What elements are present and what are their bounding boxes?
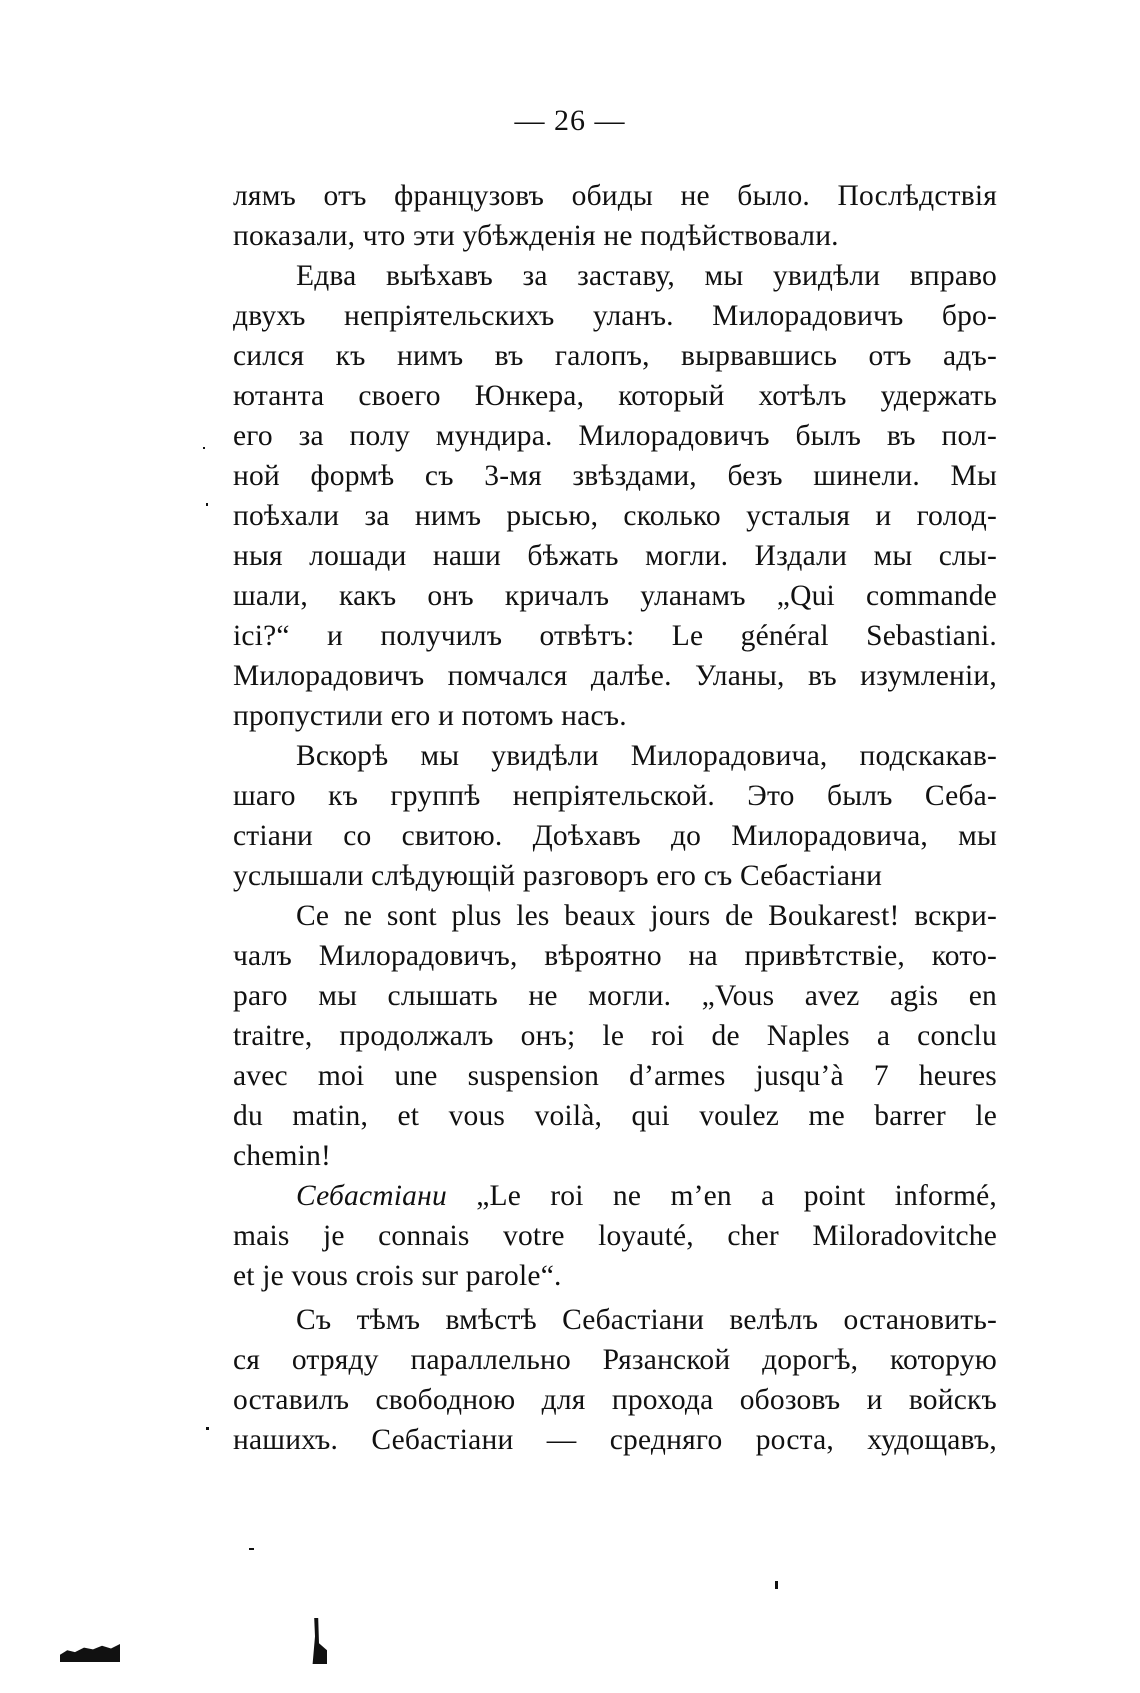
text-line: et je vous crois sur parole“. [233, 1260, 562, 1292]
ink-blot [60, 1644, 120, 1662]
text-line: его за полу мундира. Милорадовичъ былъ въ пол- [233, 420, 997, 452]
text-line: chemin! [233, 1140, 332, 1172]
text-line: ныя лошади наши бѣжать могли. Издали мы слы- [233, 540, 997, 572]
text-line: нашихъ. Себастіани — средняго роста, худощавъ, [233, 1424, 997, 1456]
text-line: двухъ непріятельскихъ уланъ. Милорадовичъ бро- [233, 300, 997, 332]
text-line: ся отряду параллельно Рязанской дорогѣ, которую [233, 1344, 997, 1376]
text-line: Вскорѣ мы увидѣли Милорадовича, подскакав- [296, 740, 997, 772]
scan-speck [203, 447, 205, 449]
text-line: ici?“ и получилъ отвѣтъ: Le général Sebastiani. [233, 620, 997, 652]
ink-blot [311, 1618, 327, 1664]
page-number: — 26 — [514, 104, 626, 137]
text-line: Ce ne sont plus les beaux jours de Boukarest! вскри- [296, 900, 997, 932]
body-text [233, 176, 997, 1460]
scan-speck [206, 1427, 209, 1430]
text-line: услышали слѣдующій разговоръ его съ Себастіани [233, 860, 883, 892]
text-line: пропустили его и потомъ насъ. [233, 700, 627, 732]
text-line: ютанта своего Юнкера, который хотѣлъ удержать [233, 380, 997, 412]
text-line: лямъ отъ французовъ обиды не было. Послѣдствія [233, 180, 997, 212]
text-line: du matin, et vous voilà, qui voulez me barrer le [233, 1100, 997, 1132]
text-line: сился къ нимъ въ галопъ, вырвавшись отъ адъ- [233, 340, 997, 372]
text-line: Съ тѣмъ вмѣстѣ Себастіани велѣлъ остановить- [296, 1304, 997, 1336]
text-line: ной формѣ съ 3-мя звѣздами, безъ шинели. Мы [233, 460, 997, 492]
text-line: показали, что эти убѣжденія не подѣйствовали. [233, 220, 839, 252]
text-line: шаго къ группѣ непріятельской. Это былъ Себа- [233, 780, 997, 812]
text-line [233, 1176, 997, 1216]
text-line: mais je connais votre loyauté, cher Miloradovitche [233, 1220, 997, 1252]
text-line: traitre, продолжалъ онъ; le roi de Naples a conclu [233, 1020, 997, 1052]
text-line: Милорадовичъ помчался далѣе. Уланы, въ изумленіи, [233, 660, 997, 692]
text-line: Едва выѣхавъ за заставу, мы увидѣли вправо [296, 260, 997, 292]
text-line: чалъ Милорадовичъ, вѣроятно на привѣтствіе, кото- [233, 940, 997, 972]
scan-speck [249, 1548, 254, 1550]
text-line: шали, какъ онъ кричалъ уланамъ „Qui commande [233, 580, 997, 612]
text-line: оставилъ свободною для прохода обозовъ и войскъ [233, 1384, 997, 1416]
scan-speck [206, 503, 208, 506]
scan-speck [775, 1581, 778, 1589]
text-line: стіани со свитою. Доѣхавъ до Милорадовича, мы [233, 820, 997, 852]
text-line: поѣхали за нимъ рысью, сколько усталыя и голод- [233, 500, 997, 532]
speaker-quote: „Le roi ne m’en a point informé, [476, 1180, 997, 1212]
text-line: avec moi une suspension d’armes jusqu’à 7 heures [233, 1060, 997, 1092]
text-line: раго мы слышать не могли. „Vous avez agis en [233, 980, 997, 1012]
speaker-name: Себастіани [296, 1180, 447, 1212]
